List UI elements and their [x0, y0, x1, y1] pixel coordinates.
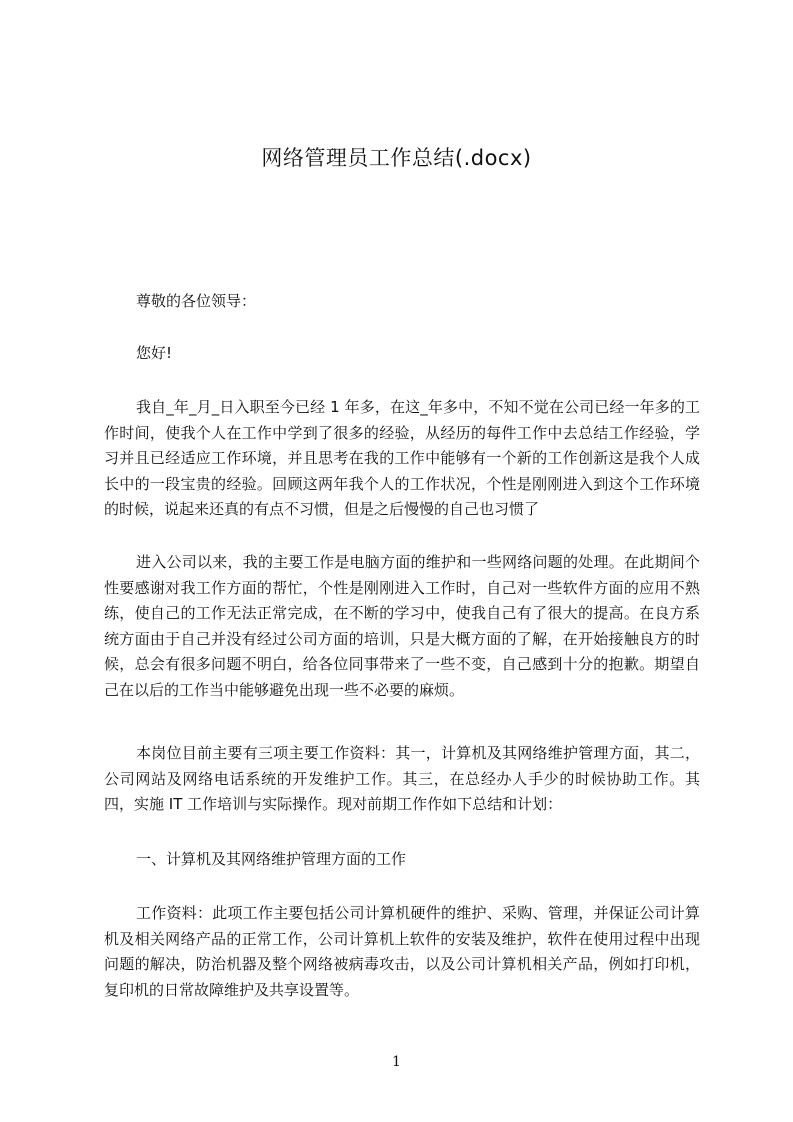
paragraph-work [104, 550, 700, 703]
page-number: 1 [392, 1054, 401, 1070]
paragraph-text: 本岗位目前主要有三项主要工作资料：其一，计算机及其网络维护管理方面，其二，公司网站及网络电话系统的开发维护工作。其三，在总经办人手少的时候协助工作。其四，实施 IT 工作培训与实际操作。现对前期工作作如下总结和计划： [104, 744, 700, 813]
paragraph-content [104, 901, 700, 1003]
paragraph-text: 进入公司以来，我的主要工作是电脑方面的维护和一些网络问题的处理。在此期间个性要感谢对我工作方面的帮忙，个性是刚刚进入工作时，自己对一些软件方面的应用不熟练，使自己的工作无法正常完成，在不断的学习中，使我自己有了很大的提高。在良方系统方面由于自己并没有经过公司方面的培训，只是大概方面的了解，在开始接触良方的时候，总会有很多问题不明白，给各位同事带来了一些不变，自己感到十分的抱歉。期望自己在以后的工作当中能够避免出现一些不必要的麻烦。 [104, 553, 700, 699]
salutation-text: 尊敬的各位领导： [136, 292, 257, 310]
greeting [104, 341, 700, 367]
paragraph-text: 工作资料：此项工作主要包括公司计算机硬件的维护、采购、管理，并保证公司计算机及相关网络产品的正常工作，公司计算机上软件的安装及维护，软件在使用过程中出现问题的解决，防治机器及整个网络被病毒攻击，以及公司计算机相关产品，例如打印机，复印机的日常故障维护及共享设置等。 [104, 904, 700, 999]
salutation [104, 289, 700, 315]
section-heading-text: 一、计算机及其网络维护管理方面的工作 [136, 850, 407, 868]
paragraph-intro [104, 395, 700, 523]
paragraph-duties [104, 741, 700, 818]
document-title: 网络管理员工作总结(.docx) [261, 146, 532, 170]
paragraph-text: 我自_年_月_日入职至今已经 1 年多，在这_年多中，不知不觉在公司已经一年多的工作时间，使我个人在工作中学到了很多的经验，从经历的每件工作中去总结工作经验，学习并且已经适应工作环境，并且思考在我的工作中能够有一个新的工作创新这是我个人成长中的一段宝贵的经验。回顾这两年我个人的工作状况，个性是刚刚进入到这个工作环境的时候，说起来还真的有点不习惯，但是之后慢慢的自己也习惯了 [104, 398, 700, 518]
greeting-text: 您好! [136, 344, 173, 362]
section-heading [104, 847, 700, 873]
